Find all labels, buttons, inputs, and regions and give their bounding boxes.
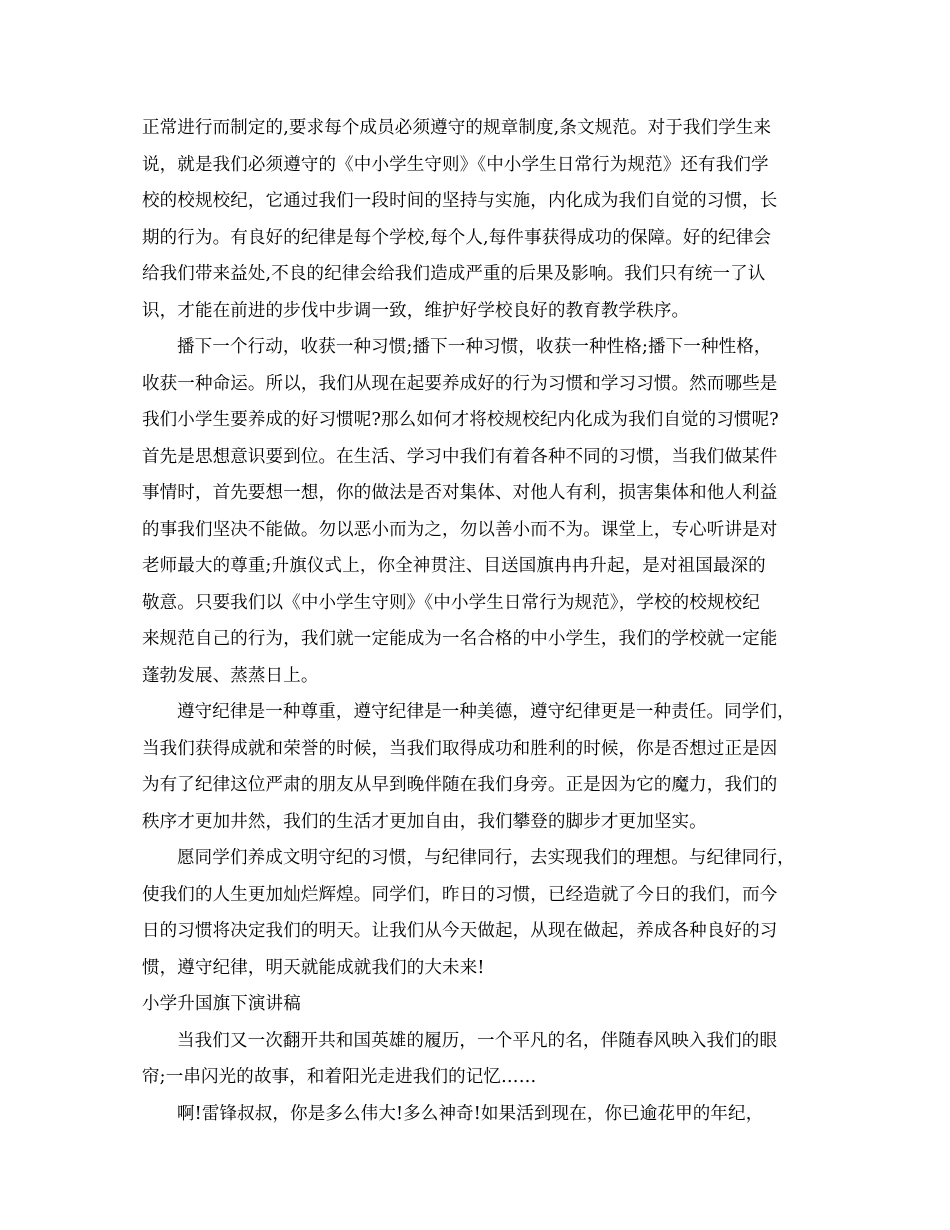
text-line: 蓬勃发展、蒸蒸日上。 <box>142 665 319 686</box>
text-line: 说，就是我们必须遵守的《中小学生守则》《中小学生日常行为规范》还有我们学 <box>142 154 769 175</box>
text-line: 识，才能在前进的步伐中步调一致，维护好学校良好的教育教学秩序。 <box>142 300 690 321</box>
text-line: 为有了纪律这位严肃的朋友从早到晚伴随在我们身旁。正是因为它的魔力，我们的 <box>142 775 778 795</box>
text-line: 来规范自己的行为，我们就一定能成为一名合格的中小学生，我们的学校就一定能 <box>142 629 778 649</box>
document-body <box>142 110 824 1132</box>
text-line: 期的行为。有良好的纪律是每个学校,每个人,每件事获得成功的保障。好的纪律会 <box>142 227 772 248</box>
text-line: 愿同学们养成文明守纪的习惯，与纪律同行，去实现我们的理想。与纪律同行， <box>177 848 795 868</box>
text-line: 首先是思想意识要到位。在生活、学习中我们有着各种不同的习惯，当我们做某件 <box>142 446 778 467</box>
text-line: 小学升国旗下演讲稿 <box>142 994 301 1014</box>
text-line: 校的校规校纪，它通过我们一段时间的坚持与实施，内化成为我们自觉的习惯，长 <box>142 191 778 211</box>
text-line: 使我们的人生更加灿烂辉煌。同学们，昨日的习惯，已经造就了今日的我们，而今 <box>142 884 778 905</box>
text-line: 日的习惯将决定我们的明天。让我们从今天做起，从现在做起，养成各种良好的习 <box>142 921 778 941</box>
text-line: 遵守纪律是一种尊重，遵守纪律是一种美德，遵守纪律更是一种责任。同学们， <box>177 702 795 722</box>
text-line: 敬意。只要我们以《中小学生守则》《中小学生日常行为规范》，学校的校规校纪 <box>142 592 760 613</box>
text-line: 我们小学生要养成的好习惯呢?那么如何才将校规校纪内化成为我们自觉的习惯呢? <box>142 410 779 430</box>
text-line: 帘;一串闪光的故事，和着阳光走进我们的记忆…… <box>142 1067 537 1087</box>
text-line: 收获一种命运。所以，我们从现在起要养成好的行为习惯和学习习惯。然而哪些是 <box>142 373 778 394</box>
text-line: 老师最大的尊重;升旗仪式上，你全神贯注、目送国旗冉冉升起，是对祖国最深的 <box>142 556 766 576</box>
text-line: 给我们带来益处,不良的纪律会给我们造成严重的后果及影响。我们只有统一了认 <box>142 264 766 284</box>
text-line: 事情时，首先要想一想，你的做法是否对集体、对他人有利，损害集体和他人利益 <box>142 483 778 503</box>
text-line: 当我们获得成就和荣誉的时候，当我们取得成功和胜利的时候，你是否想过正是因 <box>142 738 778 759</box>
text-line: 惯，遵守纪律，明天就能成就我们的大未来! <box>142 957 485 978</box>
text-line: 正常进行而制定的,要求每个成员必须遵守的规章制度,条文规范。对于我们学生来 <box>142 118 772 138</box>
text-line: 啊!雷锋叔叔，你是多么伟大!多么神奇!如果活到现在，你已逾花甲的年纪， <box>177 1103 764 1124</box>
text-line: 播下一个行动，收获一种习惯;播下一种习惯，收获一种性格;播下一种性格， <box>177 337 772 357</box>
text-line: 的事我们坚决不能做。勿以恶小而为之，勿以善小而不为。课堂上，专心听讲是对 <box>142 519 778 540</box>
text-line: 秩序才更加井然，我们的生活才更加自由，我们攀登的脚步才更加坚实。 <box>142 811 707 832</box>
text-line: 当我们又一次翻开共和国英雄的履历，一个平凡的名，伴随春风映入我们的眼 <box>177 1030 778 1051</box>
